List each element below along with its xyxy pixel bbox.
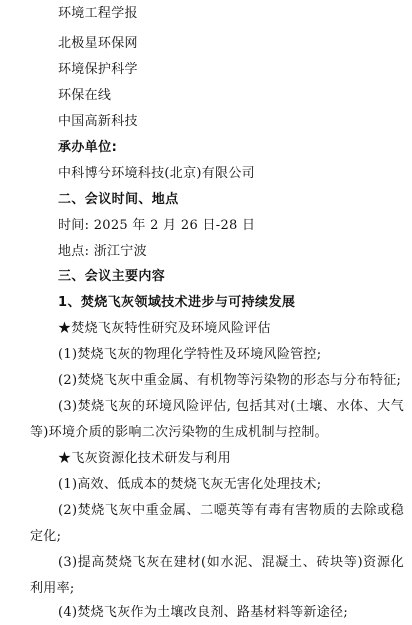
- media-item: 环境工程学报: [58, 6, 138, 21]
- media-item: 环境保护科学: [58, 62, 138, 77]
- media-item: 北极星环保网: [58, 36, 138, 51]
- media-item: 环保在线: [58, 88, 112, 103]
- media-item: 中国高新科技: [58, 114, 138, 129]
- list-item-continuation: 等)环境介质的影响二次污染物的生成机制与控制。: [30, 425, 328, 440]
- list-item: (3)提高焚烧飞灰在建材(如水泥、混凝土、砖块等)资源化: [58, 555, 404, 570]
- list-item-continuation: 定化;: [30, 529, 62, 544]
- meeting-time: 时间: 2025 年 2 月 26 日-28 日: [58, 218, 256, 233]
- list-item: (2)焚烧飞灰中重金属、有机物等污染物的形态与分布特征;: [58, 373, 402, 388]
- meeting-place: 地点: 浙江宁波: [58, 244, 147, 259]
- section-heading: 二、会议时间、地点: [58, 192, 179, 207]
- section-heading: 三、会议主要内容: [58, 269, 166, 284]
- list-item: (1)高效、低成本的焚烧飞灰无害化处理技术;: [58, 477, 322, 492]
- list-item: (4)焚烧飞灰作为土壤改良剂、路基材料等新途径;: [58, 605, 348, 620]
- list-item: (1)焚烧飞灰的物理化学特性及环境风险管控;: [58, 347, 322, 362]
- list-item: (3)焚烧飞灰的环境风险评估, 包括其对(土壤、水体、大气: [58, 399, 404, 414]
- topic-heading: 1、焚烧飞灰领域技术进步与可持续发展: [58, 295, 296, 310]
- organizer-heading: 承办单位:: [58, 140, 118, 155]
- subsection-title: ★飞灰资源化技术研发与利用: [58, 451, 231, 466]
- list-item: (2)焚烧飞灰中重金属、二噁英等有毒有害物质的去除或稳: [58, 503, 404, 518]
- organizer-name: 中科博兮环境科技(北京)有限公司: [58, 166, 255, 181]
- list-item-continuation: 利用率;: [30, 581, 75, 596]
- subsection-title: ★焚烧飞灰特性研究及环境风险评估: [58, 321, 271, 336]
